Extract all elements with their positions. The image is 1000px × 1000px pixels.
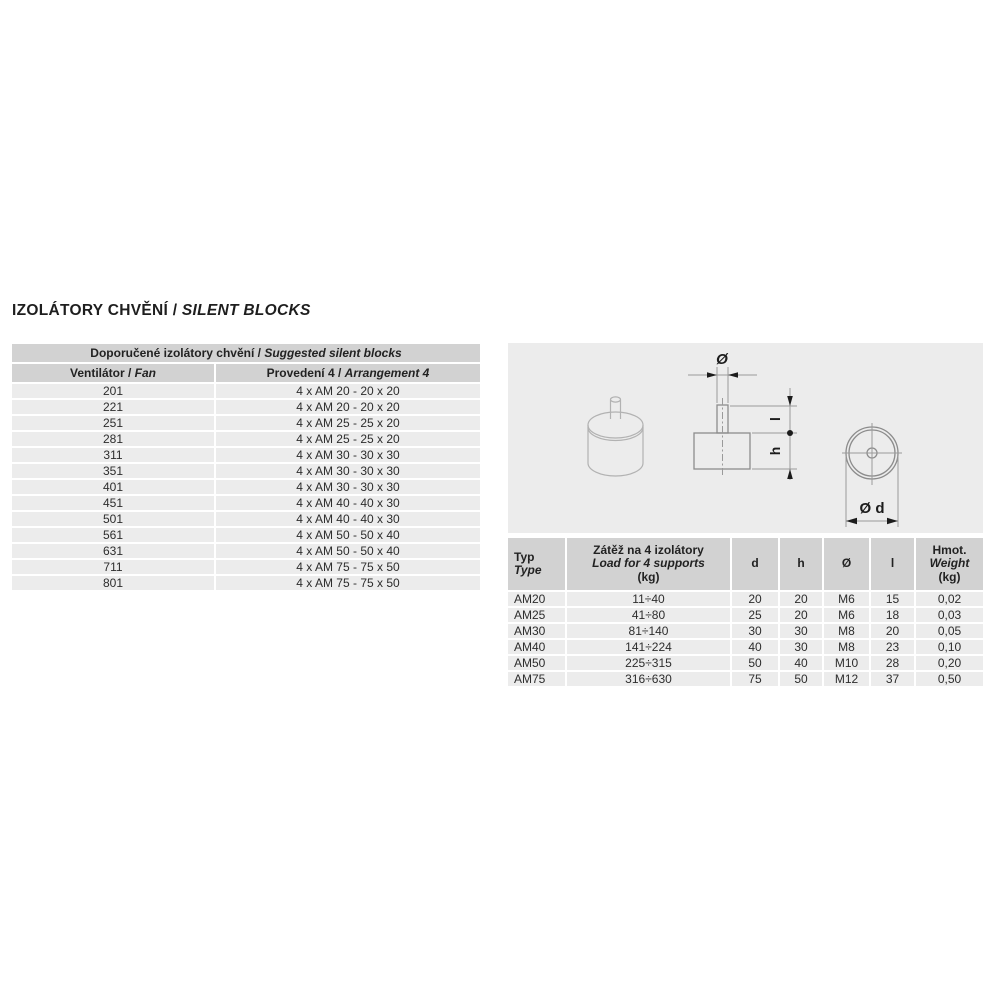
table-cell: 316÷630 bbox=[567, 672, 730, 686]
table-cell: M6 bbox=[824, 592, 869, 606]
table-cell: 0,50 bbox=[916, 672, 983, 686]
table-cell: 20 bbox=[780, 592, 822, 606]
table-cell: 311 bbox=[12, 448, 214, 462]
table-cell: 451 bbox=[12, 496, 214, 510]
table-cell: 40 bbox=[780, 656, 822, 670]
table-cell: AM50 bbox=[508, 656, 565, 670]
weight-header-unit: (kg) bbox=[938, 569, 961, 584]
silent-block-drawing bbox=[508, 343, 983, 533]
d-column-header bbox=[732, 538, 778, 590]
table-cell: M8 bbox=[824, 640, 869, 654]
table-cell: 225÷315 bbox=[567, 656, 730, 670]
table-cell: 30 bbox=[780, 624, 822, 638]
table-cell: 4 x AM 75 - 75 x 50 bbox=[216, 560, 480, 574]
table-cell: 631 bbox=[12, 544, 214, 558]
type-header-cs: Typ bbox=[514, 549, 535, 564]
fan-table-caption-en: Suggested silent blocks bbox=[264, 346, 402, 360]
l-column-header bbox=[871, 538, 914, 590]
table-cell: M10 bbox=[824, 656, 869, 670]
table-cell: AM75 bbox=[508, 672, 565, 686]
arrangement-header-en: Arrangement 4 bbox=[344, 366, 430, 380]
table-cell: 501 bbox=[12, 512, 214, 526]
table-cell: AM30 bbox=[508, 624, 565, 638]
table-cell: 4 x AM 25 - 25 x 20 bbox=[216, 432, 480, 446]
page-title-cs: IZOLÁTORY CHVĚNÍ / bbox=[12, 302, 182, 319]
table-cell: 23 bbox=[871, 640, 914, 654]
type-header-en: Type bbox=[514, 563, 542, 577]
table-cell: 221 bbox=[12, 400, 214, 414]
table-cell: 4 x AM 30 - 30 x 30 bbox=[216, 448, 480, 462]
table-cell: 30 bbox=[732, 624, 778, 638]
table-cell: AM20 bbox=[508, 592, 565, 606]
page-title-en: SILENT BLOCKS bbox=[181, 302, 311, 319]
load-header-unit: (kg) bbox=[637, 569, 660, 584]
weight-column-header bbox=[916, 538, 983, 590]
table-cell: 4 x AM 30 - 30 x 30 bbox=[216, 464, 480, 478]
table-cell: 37 bbox=[871, 672, 914, 686]
table-cell: 40 bbox=[732, 640, 778, 654]
load-header-en: Load for 4 supports bbox=[592, 556, 705, 571]
table-cell: 281 bbox=[12, 432, 214, 446]
table-cell: AM40 bbox=[508, 640, 565, 654]
table-cell: 141÷224 bbox=[567, 640, 730, 654]
h-header: h bbox=[797, 556, 805, 571]
thread-column-header bbox=[824, 538, 869, 590]
table-cell: 4 x AM 75 - 75 x 50 bbox=[216, 576, 480, 590]
table-cell: 0,05 bbox=[916, 624, 983, 638]
l-header: l bbox=[890, 556, 895, 571]
table-cell: 50 bbox=[732, 656, 778, 670]
table-cell: 251 bbox=[12, 416, 214, 430]
table-cell: 15 bbox=[871, 592, 914, 606]
table-cell: 4 x AM 40 - 40 x 30 bbox=[216, 496, 480, 510]
table-cell: 4 x AM 25 - 25 x 20 bbox=[216, 416, 480, 430]
front-view-icon bbox=[688, 351, 797, 480]
table-cell: 41÷80 bbox=[567, 608, 730, 622]
table-cell: 4 x AM 50 - 50 x 40 bbox=[216, 544, 480, 558]
table-cell: 401 bbox=[12, 480, 214, 494]
fan-header-en: Fan bbox=[134, 366, 157, 380]
table-cell: 201 bbox=[12, 384, 214, 398]
table-cell: M6 bbox=[824, 608, 869, 622]
table-cell: M8 bbox=[824, 624, 869, 638]
table-cell: 801 bbox=[12, 576, 214, 590]
d-header: d bbox=[751, 556, 759, 571]
table-cell: 0,20 bbox=[916, 656, 983, 670]
fan-column-header bbox=[12, 364, 214, 382]
fan-header-cs: Ventilátor / bbox=[69, 366, 135, 380]
load-header-cs: Zátěž na 4 izolátory bbox=[593, 542, 704, 557]
body-diameter-label: Ø d bbox=[859, 500, 885, 517]
table-cell: 4 x AM 30 - 30 x 30 bbox=[216, 480, 480, 494]
type-column-header bbox=[508, 538, 565, 590]
technical-drawing-panel bbox=[508, 343, 983, 533]
table-cell: 11÷40 bbox=[567, 592, 730, 606]
table-cell: 0,02 bbox=[916, 592, 983, 606]
table-cell: 0,10 bbox=[916, 640, 983, 654]
table-cell: 4 x AM 50 - 50 x 40 bbox=[216, 528, 480, 542]
page-title bbox=[12, 302, 311, 320]
body-height-label: h bbox=[767, 446, 783, 456]
table-cell: 561 bbox=[12, 528, 214, 542]
table-cell: 20 bbox=[780, 608, 822, 622]
load-column-header bbox=[567, 538, 730, 590]
table-cell: AM25 bbox=[508, 608, 565, 622]
stud-diameter-label: Ø bbox=[716, 351, 728, 368]
table-cell: 711 bbox=[12, 560, 214, 574]
table-cell: 4 x AM 20 - 20 x 20 bbox=[216, 400, 480, 414]
table-cell: 20 bbox=[871, 624, 914, 638]
fan-table-caption bbox=[12, 344, 480, 362]
table-cell: 4 x AM 20 - 20 x 20 bbox=[216, 384, 480, 398]
table-cell: 30 bbox=[780, 640, 822, 654]
weight-header-en: Weight bbox=[929, 556, 970, 571]
table-cell: 351 bbox=[12, 464, 214, 478]
arrangement-column-header bbox=[216, 364, 480, 382]
table-cell: 81÷140 bbox=[567, 624, 730, 638]
h-column-header bbox=[780, 538, 822, 590]
table-cell: 25 bbox=[732, 608, 778, 622]
table-cell: 18 bbox=[871, 608, 914, 622]
arrangement-header-cs: Provedení 4 / bbox=[266, 366, 345, 380]
table-cell: 20 bbox=[732, 592, 778, 606]
weight-header-cs: Hmot. bbox=[932, 542, 967, 557]
table-cell: 75 bbox=[732, 672, 778, 686]
stud-length-label: l bbox=[767, 417, 783, 421]
fan-table-caption-cs: Doporučené izolátory chvění / bbox=[90, 346, 265, 360]
table-cell: 50 bbox=[780, 672, 822, 686]
fan-silent-blocks-table bbox=[12, 344, 480, 590]
top-view-icon bbox=[842, 423, 902, 527]
table-cell: 0,03 bbox=[916, 608, 983, 622]
table-cell: 28 bbox=[871, 656, 914, 670]
thread-header: Ø bbox=[841, 556, 852, 571]
table-cell: 4 x AM 40 - 40 x 30 bbox=[216, 512, 480, 526]
isometric-view-icon bbox=[588, 397, 643, 476]
spec-table bbox=[508, 538, 983, 686]
table-cell: M12 bbox=[824, 672, 869, 686]
